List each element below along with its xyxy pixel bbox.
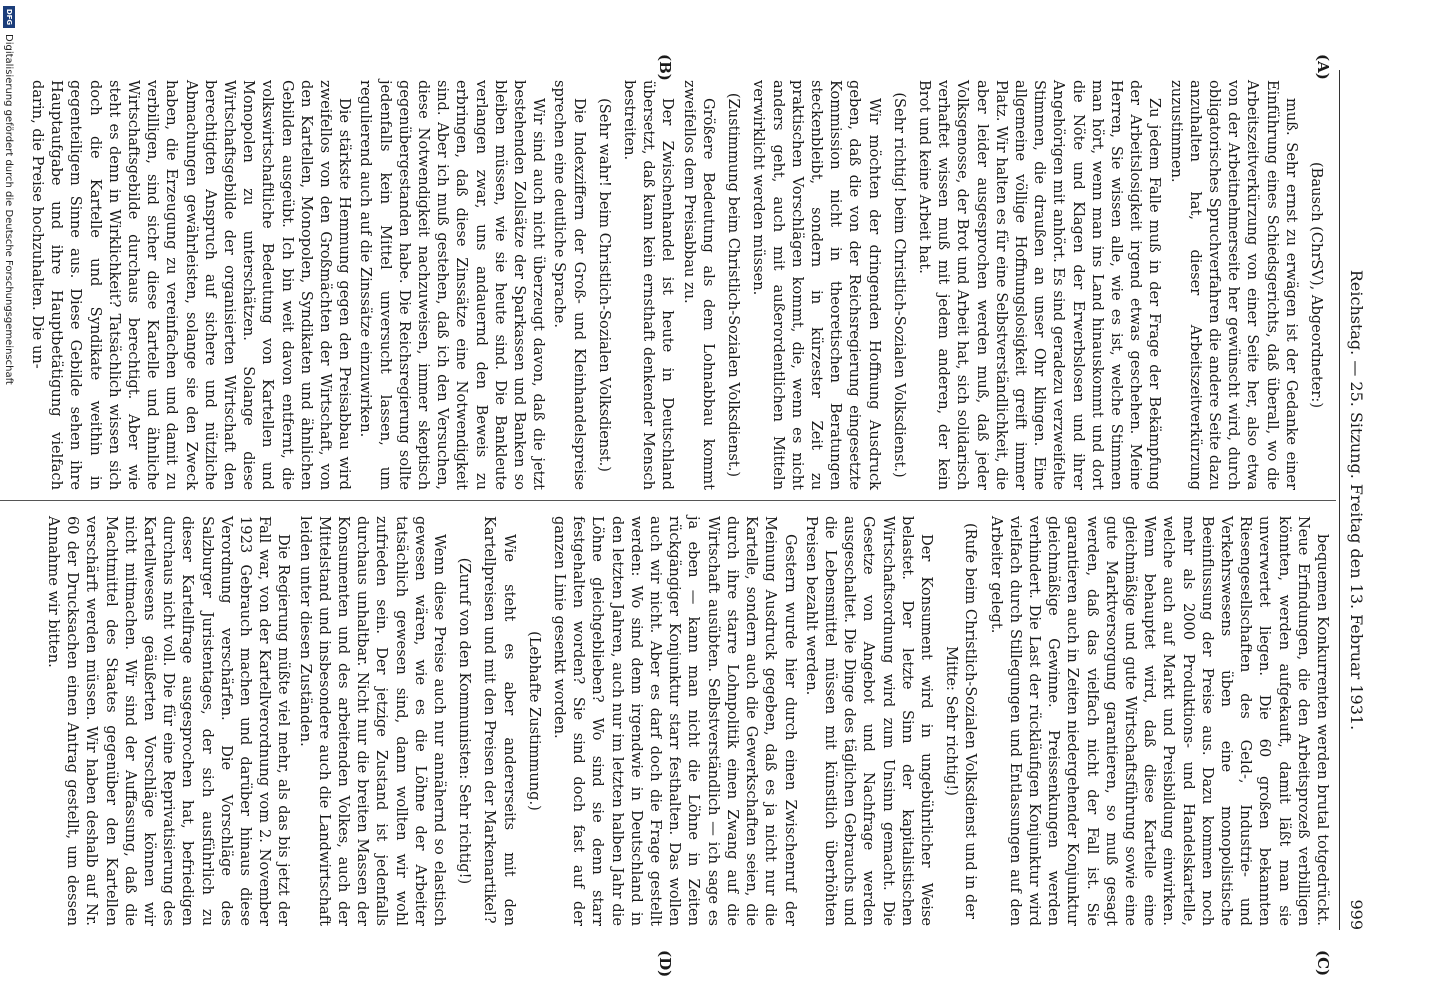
page-number: 999 bbox=[1347, 899, 1366, 930]
page-header bbox=[1342, 70, 1366, 930]
header-title: Reichstag. — 25. Sitzung. Freitag den 13. Februar 1931. bbox=[1347, 269, 1366, 731]
margin-mark-c: (C) bbox=[1314, 950, 1332, 977]
interjection: (Zustimmung beim Christlich-Sozialen Volksdienst.) bbox=[725, 92, 743, 478]
paragraph: Die Indexziffern der Groß- und Kleinhandelspreise sprechen eine deutliche Sprache. bbox=[551, 80, 588, 490]
margin-mark-d: (D) bbox=[656, 950, 674, 978]
column-divider bbox=[0, 500, 1336, 501]
paragraph: Die stärkste Hemmung gegen den Preisabbau wird zweifellos von den Großmächten der Wirtschaft, von den Kartellen, Monopolen, Syndikaten und ähnlichen Gebilden ausgeübt. Ich bin weit davon entfernt, die volkswirtschaftliche Bedeutung von Kartellen und Monopolen zu unterschätzen. Solange diese Wirtschaftsgebilde der organisierten Wirtschaft den berechtigten Anspruch auf sichere und nützliche Abmachungen gewährleisten, solange sie den Zweck haben, die Erzeugung zu vereinfachen und damit zu verbilligen, sind sicher diese Kartelle und ähnliche Wirtschaftsgebilde durchaus berechtigt. Aber wie steht es denn in Wirklichkeit? Tatsächlich wissen sich doch die Kartelle und Syndikate weithin in gegenteiligem Sinne aus. Diese Gebilde sehen ihre Hauptaufgabe und ihre Hauptbetätigung vielfach darin, die Preise hochzuhalten. Die un- bbox=[29, 80, 354, 490]
interjection: (Rufe beim Christlich-Sozialen Volksdienst und in der Mitte: Sehr richtig!) bbox=[943, 523, 980, 919]
paragraph: Gestern wurde hier durch einen Zwischenruf der Meinung Ausdruck gegeben, daß es ja nicht nur die Kartelle, sondern auch die Gewerkschaften seien, die durch ihre starre Lohnpolitik einen Zwang auf die Wirtschaft ausübten. Selbstverständlich — ich sage es ja eben — kann man nicht die Löhne in Zeiten rückgängiger Konjunktur starr festhalten. Das wollen auch wir nicht. Aber es darf doch die Frage gestellt werden: Wo sind denn irgendwie in Deutschland in den letzten Jahren, auch nur im letzten halben Jahr die Löhne gleichgeblieben? Wo sind sie denn starr festgehalten worden? Sie sind doch fast auf der ganzen Linie gesenkt worden. bbox=[551, 516, 799, 926]
paragraph: muß. Sehr ernst zu erwägen ist der Gedanke einer Einführung eines Schiedsgerichts, daß überall, wo die Arbeitszeitverkürzung von einer Seite her, also etwa von der Arbeitnehmerseite her gewünscht wird, durch obligatorisches Spruchverfahren die andere Seite dazu anzuhalten hat, dieser Arbeitszeitverkürzung zuzustimmen. bbox=[1167, 80, 1300, 490]
paragraph: Zu jedem Falle muß in der Frage der Bekämpfung der Arbeitslosigkeit irgend etwas geschehen. Meine Herren, Sie wissen alle, wie es ist, welche Stimmen man hört, wenn man ins Land hinauskommt und dort die Nöte und Klagen der Erwerbslosen und ihrer Angehörigen mit anhört. Es sind geradezu verzweifelte Stimmen, die draußen an unser Ohr klingen. Eine allgemeine völlige Hoffnungslosigkeit greift immer Platz. Wir halten es für eine Selbstverständlichkeit, die aber leider ausgesprochen werden muß, daß jeder Volksgenosse, der Brot und Arbeit hat, sich solidarisch verhaftet wissen muß mit jedem anderen, der kein Brot und keine Arbeit hat. bbox=[915, 80, 1164, 490]
margin-mark-a: (A) bbox=[1314, 54, 1332, 80]
margin-mark-b: (B) bbox=[656, 54, 674, 81]
credit-text: Digitalisierung gefördert durch die Deutsche Forschungsgemeinschaft bbox=[3, 34, 15, 385]
digitization-credit bbox=[0, 0, 18, 1006]
left-column bbox=[26, 80, 1332, 490]
paragraph: Wir möchten der dringenden Hoffnung Ausdruck geben, daß die von der Reichsregierung eingesetzte Kommission nicht in theoretischen Beratungen steckenbleibt, sondern in kürzester Zeit zu praktischen Vorschlägen kommt, die, wenn es nicht anders geht, auch mit außerordentlichen Mitteln verwirklicht werden müssen. bbox=[750, 80, 883, 490]
paragraph: Wie steht es aber andererseits mit den Kartellpreisen und mit den Preisen der Markenartikel? bbox=[481, 516, 518, 926]
interjection: (Zuruf von den Kommunisten: Sehr richtig!) bbox=[456, 557, 474, 885]
paragraph: Größere Bedeutung als dem Lohnabbau kommt zweifellos dem Preisabbau zu. bbox=[680, 80, 717, 490]
paragraph: Der Zwischenhandel ist heute in Deutschland übersetzt, daß kann kein ernsthaft denkender Mensch bestreiten. bbox=[621, 80, 677, 490]
paragraph: Wir sind auch nicht überzeugt davon, daß die jetzt bestehenden Zollsätze der Sparkassen und Banken so bleiben müssen, wie sie heute sind. Die Bankleute verlangen zwar, uns andauernd den Beweis zu erbringen, daß diese Zinssätze eine Notwendigkeit sind. Aber ich muß gestehen, daß ich den Versuchen, diese Notwendigkeit nachzuweisen, immer skeptisch gegenübergestanden habe. Die Reichsregierung sollte jedenfalls kein Mittel unversucht lassen, um regulierend auch auf die Zinssätze einzuwirken. bbox=[357, 80, 548, 490]
paragraph: Die Regierung müßte viel mehr, als das bis jetzt der Fall war, von der Kartellverordnung vom 2. November 1923 Gebrauch machen und darüber hinaus diese Verordnung verschärfen. Die Vorschläge des Salzburger Juristentages, der sich ausführlich zu dieser Kartellfrage ausgesprochen hat, befriedigen durchaus nicht voll. Die für eine Reprivatisierung des Kartellwesens geäußerten Vorschläge können wir nicht mitmachen. Wir sind der Auffassung, daß die Machtmittel des Staates gegenüber den Kartellen verschärft werden müssen. Wir haben deshalb auf Nr. 60 der Drucksachen einen Antrag gestellt, um dessen Annahme wir bitten. bbox=[45, 516, 293, 926]
interjection: (Sehr wahr! beim Christlich-Sozialen Volksdienst.) bbox=[595, 98, 613, 472]
paragraph: bequemen Konkurrenten werden brutal totgedrückt. Neue Erfindungen, die den Arbeitsprozeß verbilligen könnten, werden aufgekauft, damit läßt man sie unverwertet liegen. Die 60 großen bekannten Riesengesellschaften des Geld-, Industrie- und Verkehrswesens üben eine monopolistische Beeinflussung der Preise aus. Dazu kommen noch mehr als 2000 Produktions- und Handelskartelle, welche auch auf Markt und Preisbildung einwirken. Wenn behauptet wird, daß diese Kartelle eine gleichmäßige und gute Wirtschaftsführung sowie eine gute Marktversorgung garantieren, so muß gesagt werden, daß das vielfach nicht der Fall ist. Sie garantieren auch in Zeiten niedergehender Konjunktur gleichmäßige Gewinne. Preissenkungen werden verhindert. Die Last der rückläufigen Konjunktur wird vielfach durch Stillegungen und Entlassungen auf den Arbeiter gelegt. bbox=[987, 516, 1331, 926]
paragraph: Wenn diese Preise auch nur annähernd so elastisch gewesen wären, wie es die Löhne der Arbeiter tatsächlich gewesen sind, dann wollten wir wohl zufrieden sein. Der jetzige Zustand ist jedenfalls durchaus unhaltbar. Nicht nur die breiten Massen der Konsumenten und des arbeitenden Volkes, auch der Mittelstand und insbesondere auch die Landwirtschaft leiden unter diesen Zuständen. bbox=[296, 516, 449, 926]
interjection: (Lebhafte Zustimmung.) bbox=[525, 631, 543, 811]
speaker-line: (Bausch (ChrSV), Abgeordneter:) bbox=[1308, 161, 1325, 409]
dfg-logo: DFG bbox=[3, 6, 15, 28]
paragraph: Der Konsument wird in ungebührlicher Weise belastet. Der letzte Sinn der kapitalistischen Wirtschaftsordnung wird zum Unsinn gemacht. Die Gesetze von Angebot und Nachfrage werden ausgeschaltet. Die Dinge des täglichen Gebrauchs und die Lebensmittel müssen mit künstlich überhöhten Preisen bezahlt werden. bbox=[802, 516, 935, 926]
header-rule bbox=[1339, 70, 1340, 930]
interjection: (Sehr richtig! beim Christlich-Sozialen Volksdienst.) bbox=[890, 92, 908, 478]
right-column bbox=[42, 516, 1332, 926]
